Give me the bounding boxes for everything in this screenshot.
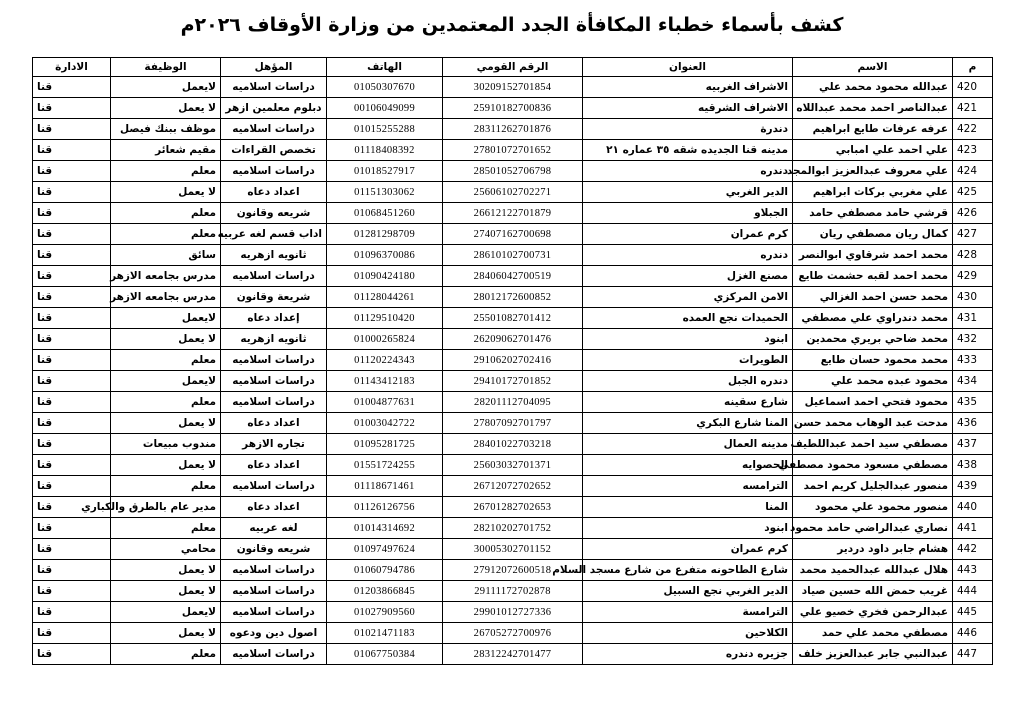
row-admin: قنا: [33, 224, 111, 245]
row-national-id: 29410172701852: [443, 371, 583, 392]
row-admin: قنا: [33, 140, 111, 161]
row-national-id: 26701282702653: [443, 497, 583, 518]
row-job: معلم: [111, 161, 221, 182]
row-name: مصطفي مسعود محمود مصطفي: [793, 455, 953, 476]
row-admin: قنا: [33, 245, 111, 266]
row-national-id: 28501052706798: [443, 161, 583, 182]
row-job: معلم: [111, 476, 221, 497]
row-qualification: دراسات اسلاميه: [221, 350, 327, 371]
row-address: دندرة: [583, 119, 793, 140]
table-row: [33, 182, 993, 203]
row-qualification: دراسات اسلاميه: [221, 581, 327, 602]
row-admin: قنا: [33, 161, 111, 182]
header-num: م: [953, 58, 993, 77]
row-job: لايعمل: [111, 308, 221, 329]
row-job: معلم: [111, 518, 221, 539]
row-qualification: شريعه وقانون: [221, 539, 327, 560]
row-national-id: 28311262701876: [443, 119, 583, 140]
row-address: الحصوايه: [583, 455, 793, 476]
row-phone: 01014314692: [327, 518, 443, 539]
row-phone: 01118671461: [327, 476, 443, 497]
row-admin: قنا: [33, 77, 111, 98]
row-admin: قنا: [33, 119, 111, 140]
table-row: [33, 287, 993, 308]
row-job: لا يعمل: [111, 623, 221, 644]
row-address: ابنود: [583, 518, 793, 539]
header-national-id: الرقم القومي: [443, 58, 583, 77]
row-admin: قنا: [33, 476, 111, 497]
row-admin: قنا: [33, 371, 111, 392]
row-number: 446: [953, 623, 993, 644]
table-row: [33, 518, 993, 539]
row-phone: 01143412183: [327, 371, 443, 392]
row-qualification: دراسات اسلاميه: [221, 392, 327, 413]
row-phone: 01068451260: [327, 203, 443, 224]
row-national-id: 28210202701752: [443, 518, 583, 539]
row-job: لايعمل: [111, 77, 221, 98]
header-name: الاسم: [793, 58, 953, 77]
row-job: لا يعمل: [111, 329, 221, 350]
row-qualification: تجاره الازهر: [221, 434, 327, 455]
row-qualification: دراسات اسلاميه: [221, 476, 327, 497]
row-national-id: 27407162700698: [443, 224, 583, 245]
row-address: دندره الجبل: [583, 371, 793, 392]
row-phone: 01126126756: [327, 497, 443, 518]
row-number: 443: [953, 560, 993, 581]
row-national-id: 30005302701152: [443, 539, 583, 560]
row-qualification: دراسات اسلاميه: [221, 161, 327, 182]
table-row: [33, 581, 993, 602]
row-national-id: 27801072701652: [443, 140, 583, 161]
table-row: [33, 455, 993, 476]
row-address: شارع الطاحونه متفرع من شارع مسجد السلام: [583, 560, 793, 581]
table-row: [33, 161, 993, 182]
row-job: مدرس بجامعه الازهر: [111, 287, 221, 308]
header-admin: الادارة: [33, 58, 111, 77]
row-national-id: 29901012727336: [443, 602, 583, 623]
row-address: دندره: [583, 245, 793, 266]
table-header-row: [33, 58, 993, 77]
preachers-table: [32, 57, 993, 665]
row-name: منصور عبدالجليل كريم احمد: [793, 476, 953, 497]
row-admin: قنا: [33, 602, 111, 623]
row-national-id: 25910182700836: [443, 98, 583, 119]
row-phone: 01067750384: [327, 644, 443, 665]
row-admin: قنا: [33, 560, 111, 581]
row-job: معلم: [111, 224, 221, 245]
row-qualification: دراسات اسلاميه: [221, 644, 327, 665]
header-phone: الهاتف: [327, 58, 443, 77]
row-qualification: إعداد دعاه: [221, 308, 327, 329]
row-qualification: اعداد دعاه: [221, 497, 327, 518]
header-qualification: المؤهل: [221, 58, 327, 77]
row-address: جزيره دندره: [583, 644, 793, 665]
table-row: [33, 329, 993, 350]
row-national-id: 29111172702878: [443, 581, 583, 602]
table-row: [33, 413, 993, 434]
row-job: مندوب مبيعات: [111, 434, 221, 455]
row-national-id: 28201112704095: [443, 392, 583, 413]
row-name: مدحت عبد الوهاب محمد حسن: [793, 413, 953, 434]
row-admin: قنا: [33, 644, 111, 665]
table-row: [33, 644, 993, 665]
row-qualification: اعداد دعاه: [221, 413, 327, 434]
row-national-id: 30209152701854: [443, 77, 583, 98]
row-number: 440: [953, 497, 993, 518]
row-admin: قنا: [33, 413, 111, 434]
row-phone: 01128044261: [327, 287, 443, 308]
row-number: 445: [953, 602, 993, 623]
row-qualification: اعداد دعاه: [221, 182, 327, 203]
row-phone: 01551724255: [327, 455, 443, 476]
row-admin: قنا: [33, 98, 111, 119]
row-national-id: 28610102700731: [443, 245, 583, 266]
row-admin: قنا: [33, 308, 111, 329]
row-phone: 01096370086: [327, 245, 443, 266]
row-name: محمود فتحي احمد اسماعيل: [793, 392, 953, 413]
row-number: 433: [953, 350, 993, 371]
row-name: نصاري عبدالراضي حامد محمود: [793, 518, 953, 539]
row-national-id: 27807092701797: [443, 413, 583, 434]
row-number: 430: [953, 287, 993, 308]
row-qualification: دراسات اسلاميه: [221, 371, 327, 392]
row-address: مصنع الغزل: [583, 266, 793, 287]
row-phone: 01027909560: [327, 602, 443, 623]
row-name: محمد محمود حسان طايع: [793, 350, 953, 371]
table-row: [33, 539, 993, 560]
row-name: عرفه عرفات طايع ابراهيم: [793, 119, 953, 140]
row-address: المنا شارع البكري: [583, 413, 793, 434]
row-qualification: ثانويه ازهريه: [221, 245, 327, 266]
row-qualification: دراسات اسلاميه: [221, 560, 327, 581]
row-phone: 01095281725: [327, 434, 443, 455]
row-number: 439: [953, 476, 993, 497]
row-name: عبدالله محمود محمد علي: [793, 77, 953, 98]
row-address: دندره: [583, 161, 793, 182]
table-row: [33, 203, 993, 224]
row-name: منصور محمود علي محمود: [793, 497, 953, 518]
row-job: معلم: [111, 392, 221, 413]
row-name: علي معروف عبدالعزيز ابوالمجد: [793, 161, 953, 182]
table-row: [33, 98, 993, 119]
row-address: الاشراف الشرقيه: [583, 98, 793, 119]
row-name: مصطفي محمد علي حمد: [793, 623, 953, 644]
row-name: عبدالنبي جابر عبدالعزيز خلف: [793, 644, 953, 665]
row-qualification: اعداد دعاه: [221, 455, 327, 476]
row-address: الحميدات نجع العمده: [583, 308, 793, 329]
row-admin: قنا: [33, 350, 111, 371]
table-row: [33, 350, 993, 371]
table-row: [33, 371, 993, 392]
row-address: الترامسة: [583, 602, 793, 623]
row-job: لا يعمل: [111, 182, 221, 203]
row-admin: قنا: [33, 623, 111, 644]
row-phone: 01203866845: [327, 581, 443, 602]
row-qualification: دراسات اسلاميه: [221, 602, 327, 623]
row-number: 442: [953, 539, 993, 560]
table-row: [33, 77, 993, 98]
row-phone: 01003042722: [327, 413, 443, 434]
row-name: مصطفي سيد احمد عبداللطيف: [793, 434, 953, 455]
table-row: [33, 497, 993, 518]
table-row: [33, 308, 993, 329]
row-name: محمد احمد لقبه حشمت طايع: [793, 266, 953, 287]
row-national-id: 26705272700976: [443, 623, 583, 644]
row-number: 420: [953, 77, 993, 98]
row-job: مدير عام بالطرق والكباري: [111, 497, 221, 518]
row-number: 429: [953, 266, 993, 287]
row-number: 427: [953, 224, 993, 245]
row-admin: قنا: [33, 392, 111, 413]
row-national-id: 26712072702652: [443, 476, 583, 497]
header-job: الوظيفة: [111, 58, 221, 77]
table-row: [33, 224, 993, 245]
row-job: لا يعمل: [111, 413, 221, 434]
row-national-id: 25606102702271: [443, 182, 583, 203]
row-qualification: دراسات اسلاميه: [221, 77, 327, 98]
row-phone: 01281298709: [327, 224, 443, 245]
row-phone: 01129510420: [327, 308, 443, 329]
table-row: [33, 434, 993, 455]
row-address: ابنود: [583, 329, 793, 350]
row-name: هشام جابر داود دردير: [793, 539, 953, 560]
row-job: محامي: [111, 539, 221, 560]
header-address: العنوان: [583, 58, 793, 77]
row-address: الكلاحين: [583, 623, 793, 644]
row-number: 423: [953, 140, 993, 161]
row-national-id: 27912072600518: [443, 560, 583, 581]
row-admin: قنا: [33, 455, 111, 476]
row-admin: قنا: [33, 581, 111, 602]
row-job: لا يعمل: [111, 98, 221, 119]
table-row: [33, 476, 993, 497]
table-row: [33, 266, 993, 287]
table-row: [33, 245, 993, 266]
row-name: محمد حسن احمد الغزالي: [793, 287, 953, 308]
row-phone: 01004877631: [327, 392, 443, 413]
row-job: معلم: [111, 203, 221, 224]
row-number: 435: [953, 392, 993, 413]
row-name: علي احمد علي امبابي: [793, 140, 953, 161]
table-row: [33, 602, 993, 623]
row-address: كرم عمران: [583, 539, 793, 560]
row-phone: 01018527917: [327, 161, 443, 182]
table-row: [33, 392, 993, 413]
row-national-id: 28401022703218: [443, 434, 583, 455]
row-name: محمد ضاحي بريري محمدين: [793, 329, 953, 350]
row-job: مقيم شعائر: [111, 140, 221, 161]
row-address: الدير الغربي: [583, 182, 793, 203]
row-name: محمود عبده محمد علي: [793, 371, 953, 392]
row-admin: قنا: [33, 329, 111, 350]
row-job: لايعمل: [111, 602, 221, 623]
row-number: 421: [953, 98, 993, 119]
row-number: 426: [953, 203, 993, 224]
row-national-id: 25501082701412: [443, 308, 583, 329]
row-phone: 01060794786: [327, 560, 443, 581]
row-phone: 01050307670: [327, 77, 443, 98]
page-title: كشف بأسماء خطباء المكافأة الجدد المعتمدين من وزارة الأوقاف ٢٠٢٦م: [180, 14, 844, 36]
row-name: عبدالناصر احمد محمد عبداللاه: [793, 98, 953, 119]
row-admin: قنا: [33, 539, 111, 560]
row-qualification: لغه عربيه: [221, 518, 327, 539]
row-national-id: 28012172600852: [443, 287, 583, 308]
row-phone: 01120224343: [327, 350, 443, 371]
row-phone: 01118408392: [327, 140, 443, 161]
row-address: الجبلاو: [583, 203, 793, 224]
row-address: الترامسه: [583, 476, 793, 497]
row-number: 434: [953, 371, 993, 392]
row-national-id: 26209062701476: [443, 329, 583, 350]
row-address: شارع سقينه: [583, 392, 793, 413]
row-phone: 01151303062: [327, 182, 443, 203]
row-qualification: دراسات اسلاميه: [221, 266, 327, 287]
row-address: مدينه العمال: [583, 434, 793, 455]
row-admin: قنا: [33, 518, 111, 539]
row-admin: قنا: [33, 182, 111, 203]
row-qualification: اصول دين ودعوه: [221, 623, 327, 644]
row-number: 424: [953, 161, 993, 182]
row-admin: قنا: [33, 434, 111, 455]
row-phone: 00106049099: [327, 98, 443, 119]
row-number: 425: [953, 182, 993, 203]
row-address: الامن المركزي: [583, 287, 793, 308]
row-number: 428: [953, 245, 993, 266]
row-address: الدير الغربي نجع السبيل: [583, 581, 793, 602]
table-row: [33, 140, 993, 161]
row-number: 432: [953, 329, 993, 350]
row-national-id: 26612122701879: [443, 203, 583, 224]
row-qualification: دراسات اسلاميه: [221, 119, 327, 140]
row-name: هلال عبدالله عبدالحميد محمد: [793, 560, 953, 581]
row-address: مدينه قنا الجديده شقه ٣٥ عماره ٢١: [583, 140, 793, 161]
row-qualification: شريعه وقانون: [221, 203, 327, 224]
row-national-id: 28406042700519: [443, 266, 583, 287]
row-job: معلم: [111, 644, 221, 665]
row-qualification: تخصص القراءات: [221, 140, 327, 161]
row-number: 431: [953, 308, 993, 329]
row-job: مدرس بجامعه الازهر: [111, 266, 221, 287]
row-number: 436: [953, 413, 993, 434]
row-job: لا يعمل: [111, 581, 221, 602]
row-admin: قنا: [33, 287, 111, 308]
row-name: عبدالرحمن فخري خصيو علي: [793, 602, 953, 623]
row-name: كمال ريان مصطفي ريان: [793, 224, 953, 245]
row-phone: 01015255288: [327, 119, 443, 140]
row-phone: 01021471183: [327, 623, 443, 644]
row-name: محمد احمد شرقاوي ابوالنصر: [793, 245, 953, 266]
row-job: سائق: [111, 245, 221, 266]
row-address: الاشراف الغربيه: [583, 77, 793, 98]
row-phone: 01000265824: [327, 329, 443, 350]
row-number: 422: [953, 119, 993, 140]
row-job: لايعمل: [111, 371, 221, 392]
row-qualification: اداب قسم لغه عربيه: [221, 224, 327, 245]
row-job: معلم: [111, 350, 221, 371]
row-address: كرم عمران: [583, 224, 793, 245]
row-national-id: 28312242701477: [443, 644, 583, 665]
row-job: لا يعمل: [111, 455, 221, 476]
table-row: [33, 119, 993, 140]
table-row: [33, 560, 993, 581]
row-national-id: 25603032701371: [443, 455, 583, 476]
row-number: 437: [953, 434, 993, 455]
row-number: 447: [953, 644, 993, 665]
table-row: [33, 623, 993, 644]
row-qualification: دبلوم معلمين ازهر: [221, 98, 327, 119]
row-name: قرشي حامد مصطفي حامد: [793, 203, 953, 224]
row-name: محمد دندراوي علي مصطفي: [793, 308, 953, 329]
row-admin: قنا: [33, 203, 111, 224]
row-phone: 01090424180: [327, 266, 443, 287]
row-number: 444: [953, 581, 993, 602]
row-qualification: شريعة وقانون: [221, 287, 327, 308]
row-name: غريب حمض الله حسين صياد: [793, 581, 953, 602]
row-job: لا يعمل: [111, 560, 221, 581]
row-address: الطويرات: [583, 350, 793, 371]
row-number: 441: [953, 518, 993, 539]
row-phone: 01097497624: [327, 539, 443, 560]
row-address: المنا: [583, 497, 793, 518]
row-number: 438: [953, 455, 993, 476]
row-name: علي مغربي بركات ابراهيم: [793, 182, 953, 203]
row-national-id: 29106202702416: [443, 350, 583, 371]
row-qualification: ثانويه ازهريه: [221, 329, 327, 350]
row-admin: قنا: [33, 497, 111, 518]
row-admin: قنا: [33, 266, 111, 287]
row-job: موظف ببنك فيصل: [111, 119, 221, 140]
